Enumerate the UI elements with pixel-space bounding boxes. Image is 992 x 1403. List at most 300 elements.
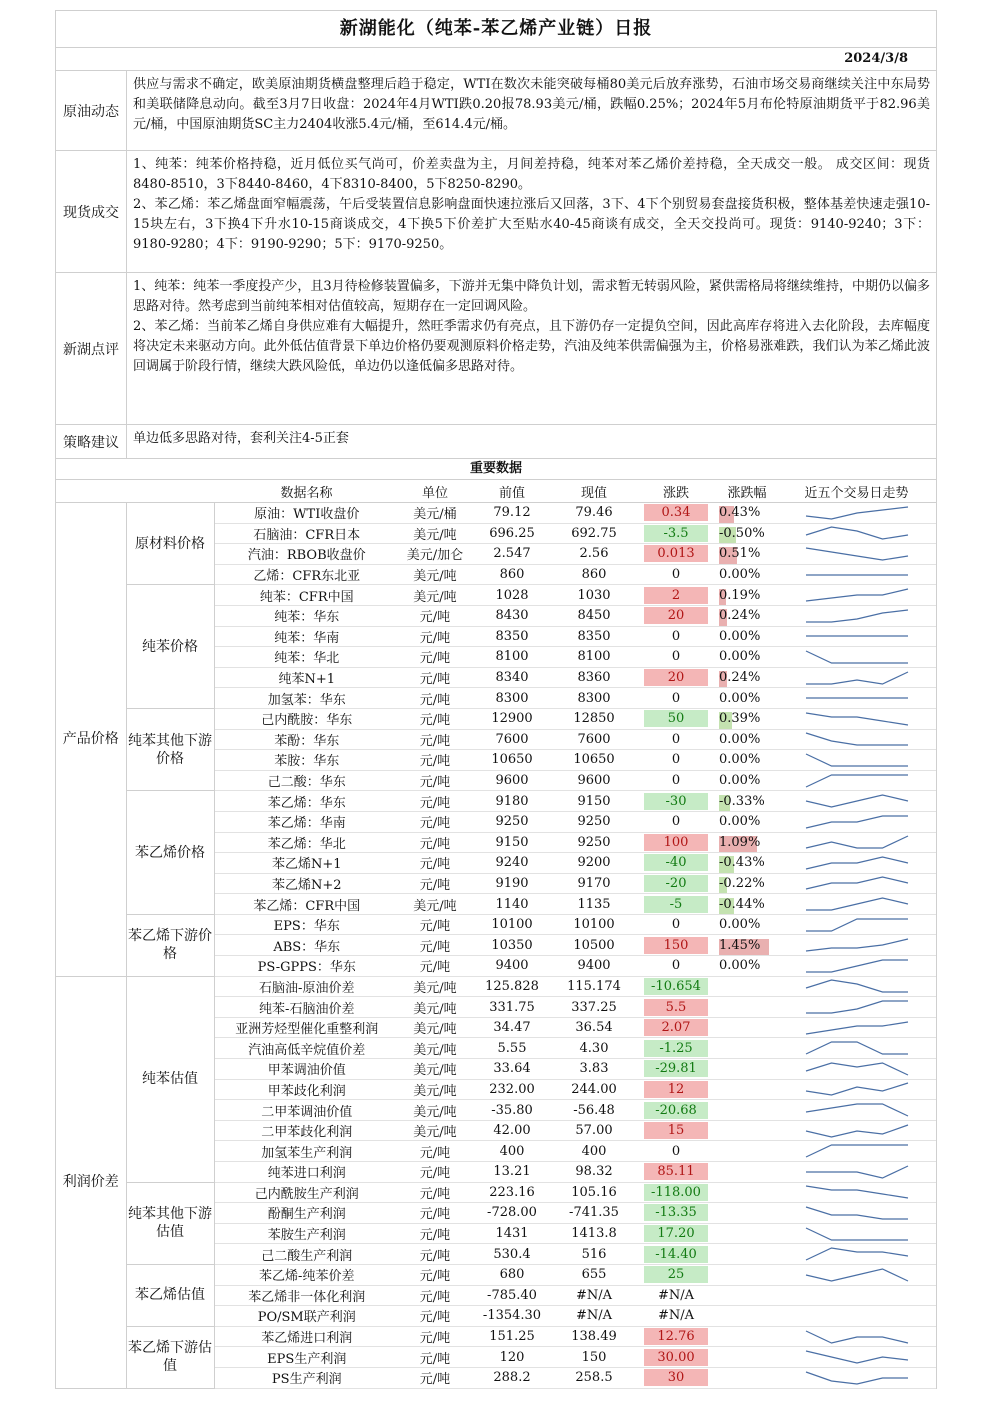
pct-value: 0.00% — [719, 958, 761, 974]
sparkline-chart — [802, 1205, 912, 1221]
pct-value: 0.00% — [719, 917, 761, 933]
table-row — [56, 1264, 936, 1285]
row-name: ABS：华东 — [214, 935, 399, 956]
row-sparkline — [777, 708, 936, 729]
sparkline-chart — [802, 752, 912, 768]
col-header-cur: 现值 — [553, 480, 635, 503]
row-change-pct — [717, 1285, 777, 1306]
row-prev: 5.55 — [471, 1038, 553, 1059]
sparkline-line — [806, 651, 908, 663]
row-unit: 元/吨 — [399, 1326, 471, 1347]
row-unit: 元/吨 — [399, 935, 471, 956]
change-value: 0 — [671, 814, 681, 830]
row-unit: 元/吨 — [399, 1367, 471, 1388]
row-unit: 元/吨 — [399, 1264, 471, 1285]
row-change-pct — [717, 1100, 777, 1121]
table-header-row — [56, 480, 936, 503]
sparkline-line — [806, 1001, 908, 1013]
row-change — [635, 894, 717, 915]
sparkline-chart — [802, 649, 912, 665]
row-name: 苯乙烯N+1 — [214, 853, 399, 874]
row-name: 纯苯进口利润 — [214, 1162, 399, 1183]
row-unit: 元/吨 — [399, 729, 471, 750]
row-change-pct — [717, 997, 777, 1018]
sparkline-chart — [802, 1020, 912, 1036]
row-prev: 13.21 — [471, 1162, 553, 1183]
row-sparkline — [777, 811, 936, 832]
row-unit: 美元/吨 — [399, 564, 471, 585]
sparkline-line — [806, 713, 908, 725]
row-change-pct — [717, 626, 777, 647]
row-sparkline — [777, 750, 936, 771]
row-sparkline — [777, 605, 936, 626]
change-value: 12 — [644, 1081, 708, 1098]
row-cur: 10100 — [553, 914, 635, 935]
row-cur: -56.48 — [553, 1100, 635, 1121]
row-change — [635, 1141, 717, 1162]
row-cur: 105.16 — [553, 1182, 635, 1203]
change-value: -30 — [644, 793, 708, 810]
sparkline-chart — [802, 628, 912, 644]
row-change — [635, 914, 717, 935]
pct-value: 0.00% — [719, 690, 761, 706]
sparkline-chart — [802, 608, 912, 624]
sparkline-chart — [802, 917, 912, 933]
row-sparkline — [777, 729, 936, 750]
sparkline-line — [806, 1186, 908, 1198]
row-unit: 元/吨 — [399, 688, 471, 709]
row-change-pct — [717, 832, 777, 853]
row-prev: 10350 — [471, 935, 553, 956]
row-prev: 8340 — [471, 667, 553, 688]
row-change — [635, 1059, 717, 1080]
sparkline-line — [806, 589, 908, 601]
row-change-pct — [717, 935, 777, 956]
row-change-pct — [717, 688, 777, 709]
row-sparkline — [777, 544, 936, 565]
row-change — [635, 873, 717, 894]
sparkline-line — [806, 1145, 908, 1157]
pct-value: 0.24% — [719, 608, 761, 624]
change-value: 25 — [644, 1266, 708, 1283]
row-change-pct — [717, 1079, 777, 1100]
row-cur: 10650 — [553, 750, 635, 771]
row-change — [635, 1079, 717, 1100]
row-prev: 331.75 — [471, 997, 553, 1018]
pct-value: 0.51% — [719, 546, 761, 562]
table-row — [56, 976, 936, 997]
row-name: EPS生产利润 — [214, 1347, 399, 1368]
row-sparkline — [777, 1306, 936, 1327]
row-change-pct — [717, 1326, 777, 1347]
row-sparkline — [777, 914, 936, 935]
sparkline-line — [806, 1372, 908, 1384]
data-table-heading: 重要数据 — [56, 459, 936, 480]
sparkline-line — [806, 1331, 908, 1343]
change-value: 150 — [644, 937, 708, 954]
row-cur: 1030 — [553, 585, 635, 606]
subgroup-label: 纯苯其他下游估值 — [126, 1182, 214, 1264]
row-cur: 9150 — [553, 791, 635, 812]
row-sparkline — [777, 1285, 936, 1306]
row-prev: -785.40 — [471, 1285, 553, 1306]
row-name: 己内酰胺：华东 — [214, 708, 399, 729]
change-value: 5.5 — [644, 999, 708, 1016]
row-name: PO/SM联产利润 — [214, 1306, 399, 1327]
row-name: 苯乙烯N+2 — [214, 873, 399, 894]
sparkline-chart — [802, 505, 912, 521]
table-row — [56, 1182, 936, 1203]
data-table — [56, 480, 936, 1389]
row-prev: 125.828 — [471, 976, 553, 997]
row-change-pct — [717, 564, 777, 585]
section-paragraph: 1、纯苯：纯苯价格持稳，近月低位买气尚可，价差卖盘为主，月间差持稳，纯苯对苯乙烯价差持稳，全天成交一般。 成交区间：现货8480-8510，3下8440-8460，4下8310-8400，5下8250-8290。 — [133, 157, 930, 192]
row-prev: 8430 — [471, 605, 553, 626]
row-sparkline — [777, 1326, 936, 1347]
sparkline-line — [806, 795, 908, 807]
row-change — [635, 811, 717, 832]
row-sparkline — [777, 997, 936, 1018]
row-change — [635, 564, 717, 585]
row-change-pct — [717, 750, 777, 771]
section-1 — [56, 151, 936, 273]
row-change-pct — [717, 1162, 777, 1183]
row-name: 纯苯N+1 — [214, 667, 399, 688]
change-value: 17.20 — [644, 1225, 708, 1242]
row-unit: 元/吨 — [399, 956, 471, 977]
subgroup-label: 苯乙烯价格 — [126, 791, 214, 915]
change-value: -5 — [644, 896, 708, 913]
row-unit: 元/吨 — [399, 1244, 471, 1265]
sparkline-chart — [802, 958, 912, 974]
row-name: 汽油高低辛烷值价差 — [214, 1038, 399, 1059]
row-name: 苯乙烯：华北 — [214, 832, 399, 853]
row-prev: 9600 — [471, 770, 553, 791]
row-change-pct — [717, 1264, 777, 1285]
row-unit: 元/吨 — [399, 626, 471, 647]
sparkline-chart — [802, 875, 912, 891]
pct-value: 0.39% — [719, 711, 761, 727]
row-change-pct — [717, 1223, 777, 1244]
row-unit: 元/吨 — [399, 853, 471, 874]
table-row — [56, 708, 936, 729]
change-value: 0.013 — [644, 545, 708, 562]
row-change — [635, 544, 717, 565]
row-change — [635, 647, 717, 668]
row-cur: 10500 — [553, 935, 635, 956]
row-cur: 1135 — [553, 894, 635, 915]
row-prev: 288.2 — [471, 1367, 553, 1388]
change-value: -13.35 — [644, 1204, 708, 1221]
row-change-pct — [717, 585, 777, 606]
row-cur: #N/A — [553, 1285, 635, 1306]
row-change — [635, 1326, 717, 1347]
sparkline-chart — [802, 1370, 912, 1386]
row-change — [635, 1285, 717, 1306]
sparkline-chart — [802, 978, 912, 994]
change-value: -40 — [644, 854, 708, 871]
row-change — [635, 1017, 717, 1038]
change-value: 30 — [644, 1369, 708, 1386]
change-value: 20 — [644, 669, 708, 686]
row-change-pct — [717, 873, 777, 894]
row-change — [635, 688, 717, 709]
sparkline-chart — [802, 711, 912, 727]
col-header-name: 数据名称 — [214, 480, 399, 503]
subgroup-label: 苯乙烯估值 — [126, 1264, 214, 1326]
row-change-pct — [717, 1367, 777, 1388]
sparkline-chart — [802, 546, 912, 562]
row-prev: -728.00 — [471, 1203, 553, 1224]
row-name: 苯胺生产利润 — [214, 1223, 399, 1244]
sparkline-chart — [802, 1226, 912, 1242]
row-change-pct — [717, 976, 777, 997]
change-value: 0 — [671, 731, 681, 747]
row-change-pct — [717, 1203, 777, 1224]
row-cur: 2.56 — [553, 544, 635, 565]
row-prev: -1354.30 — [471, 1306, 553, 1327]
row-name: 二甲苯调油价值 — [214, 1100, 399, 1121]
section-text — [127, 425, 936, 458]
change-value: 0 — [671, 752, 681, 768]
row-sparkline — [777, 1367, 936, 1388]
row-sparkline — [777, 1017, 936, 1038]
sparkline-line — [806, 1104, 908, 1116]
row-change-pct — [717, 1141, 777, 1162]
pct-value: 0.24% — [719, 670, 761, 686]
row-change — [635, 1038, 717, 1059]
col-header-pct: 涨跌幅 — [717, 480, 777, 503]
row-sparkline — [777, 1244, 936, 1265]
row-prev: 223.16 — [471, 1182, 553, 1203]
sparkline-chart — [802, 1143, 912, 1159]
row-name: 苯酚：华东 — [214, 729, 399, 750]
row-change — [635, 503, 717, 524]
row-change-pct — [717, 770, 777, 791]
row-prev: 151.25 — [471, 1326, 553, 1347]
row-sparkline — [777, 647, 936, 668]
row-prev: 9180 — [471, 791, 553, 812]
row-name: 苯乙烯-纯苯价差 — [214, 1264, 399, 1285]
row-change-pct — [717, 1120, 777, 1141]
row-unit: 美元/吨 — [399, 1059, 471, 1080]
row-change — [635, 1306, 717, 1327]
change-value: -3.5 — [644, 525, 708, 542]
sparkline-chart — [802, 525, 912, 541]
pct-value: -0.50% — [719, 525, 765, 541]
row-unit: 美元/桶 — [399, 503, 471, 524]
section-label: 原油动态 — [56, 71, 127, 150]
change-value: -14.40 — [644, 1246, 708, 1263]
row-cur: 337.25 — [553, 997, 635, 1018]
row-unit: 元/吨 — [399, 647, 471, 668]
row-sparkline — [777, 626, 936, 647]
row-cur: 400 — [553, 1141, 635, 1162]
row-change — [635, 956, 717, 977]
row-unit: 美元/吨 — [399, 1017, 471, 1038]
sparkline-line — [806, 610, 908, 622]
row-change — [635, 997, 717, 1018]
change-value: 30.00 — [644, 1349, 708, 1366]
row-cur: 860 — [553, 564, 635, 585]
row-change-pct — [717, 894, 777, 915]
subgroup-label: 苯乙烯下游估值 — [126, 1326, 214, 1388]
row-prev: 1140 — [471, 894, 553, 915]
pct-value: 0.00% — [719, 628, 761, 644]
row-change — [635, 853, 717, 874]
sparkline-line — [806, 548, 908, 560]
row-unit: 元/吨 — [399, 770, 471, 791]
group-label: 产品价格 — [56, 503, 126, 977]
commentary-sections — [56, 71, 936, 459]
sparkline-chart — [802, 834, 912, 850]
sparkline-chart — [802, 1102, 912, 1118]
row-change-pct — [717, 791, 777, 812]
row-cur: 8360 — [553, 667, 635, 688]
sparkline-chart — [802, 567, 912, 583]
row-sparkline — [777, 1120, 936, 1141]
sparkline-line — [806, 877, 908, 889]
subgroup-label: 纯苯估值 — [126, 976, 214, 1182]
sparkline-line — [806, 1207, 908, 1219]
change-value: -20.68 — [644, 1102, 708, 1119]
change-value: 50 — [644, 710, 708, 727]
row-prev: 9150 — [471, 832, 553, 853]
row-cur: 79.46 — [553, 503, 635, 524]
sparkline-chart — [802, 1329, 912, 1345]
table-row — [56, 791, 936, 812]
pct-value: 0.00% — [719, 731, 761, 747]
pct-value: -0.44% — [719, 896, 765, 912]
row-name: 苯胺：华东 — [214, 750, 399, 771]
row-prev: 232.00 — [471, 1079, 553, 1100]
row-change-pct — [717, 1017, 777, 1038]
row-cur: 4.30 — [553, 1038, 635, 1059]
change-value: 15 — [644, 1122, 708, 1139]
row-unit: 美元/吨 — [399, 1038, 471, 1059]
row-prev: 120 — [471, 1347, 553, 1368]
sparkline-chart — [802, 1164, 912, 1180]
pct-value: 0.00% — [719, 814, 761, 830]
change-value: 0 — [671, 649, 681, 665]
row-sparkline — [777, 956, 936, 977]
row-unit: 元/吨 — [399, 1203, 471, 1224]
row-sparkline — [777, 894, 936, 915]
pct-value: 1.09% — [719, 834, 761, 850]
row-prev: -35.80 — [471, 1100, 553, 1121]
sparkline-line — [806, 980, 908, 992]
row-name: 原油：WTI收盘价 — [214, 503, 399, 524]
row-change — [635, 1182, 717, 1203]
row-sparkline — [777, 667, 936, 688]
sparkline-chart — [802, 1246, 912, 1262]
sparkline-chart — [802, 793, 912, 809]
row-cur: 8100 — [553, 647, 635, 668]
sparkline-line — [806, 939, 908, 951]
row-change-pct — [717, 1182, 777, 1203]
row-change-pct — [717, 1059, 777, 1080]
row-change — [635, 1223, 717, 1244]
row-change-pct — [717, 811, 777, 832]
section-paragraph: 2、苯乙烯：苯乙烯盘面窄幅震荡，午后受装置信息影响盘面快速拉涨后又回落，3下、4下个别贸易套盘接货积极，整体基差快速走强10-15块左右，3下换4下升水10-15商谈成交，4下换5下价差扩大至贴水40-45商谈有成交，全天交投尚可。现货：9140-9240；3下：9180-9280；4下：9190-9290；5下：9170-9250。 — [133, 197, 930, 252]
row-cur: 3.83 — [553, 1059, 635, 1080]
report-date: 2024/3/8 — [56, 48, 936, 71]
row-sparkline — [777, 770, 936, 791]
report-sheet — [55, 10, 937, 1389]
row-cur: 115.174 — [553, 976, 635, 997]
row-change — [635, 935, 717, 956]
row-sparkline — [777, 564, 936, 585]
col-header-prev: 前值 — [471, 480, 553, 503]
row-sparkline — [777, 1264, 936, 1285]
row-cur: 9200 — [553, 853, 635, 874]
row-cur: 8300 — [553, 688, 635, 709]
row-name: 苯乙烯：华南 — [214, 811, 399, 832]
row-cur: 258.5 — [553, 1367, 635, 1388]
row-sparkline — [777, 1059, 936, 1080]
change-value: -118.00 — [644, 1184, 708, 1201]
pct-value: 0.00% — [719, 567, 761, 583]
row-change-pct — [717, 914, 777, 935]
subgroup-label: 苯乙烯下游价格 — [126, 914, 214, 976]
row-change — [635, 1100, 717, 1121]
row-change — [635, 708, 717, 729]
table-row — [56, 503, 936, 524]
row-prev: 400 — [471, 1141, 553, 1162]
row-prev: 696.25 — [471, 523, 553, 544]
row-cur: 98.32 — [553, 1162, 635, 1183]
row-cur: 138.49 — [553, 1326, 635, 1347]
row-prev: 34.47 — [471, 1017, 553, 1038]
sparkline-line — [806, 754, 908, 766]
sparkline-chart — [802, 1061, 912, 1077]
sparkline-line — [806, 1166, 908, 1178]
row-cur: 516 — [553, 1244, 635, 1265]
row-unit: 美元/吨 — [399, 976, 471, 997]
row-name: 苯乙烯：华东 — [214, 791, 399, 812]
change-value: 0 — [671, 958, 681, 974]
row-change-pct — [717, 647, 777, 668]
row-unit: 美元/加仑 — [399, 544, 471, 565]
row-change — [635, 585, 717, 606]
sparkline-chart — [802, 855, 912, 871]
row-name: 甲苯调油价值 — [214, 1059, 399, 1080]
row-cur: 57.00 — [553, 1120, 635, 1141]
row-prev: 1431 — [471, 1223, 553, 1244]
change-value: -1.25 — [644, 1040, 708, 1057]
row-sparkline — [777, 1182, 936, 1203]
row-unit: 元/吨 — [399, 873, 471, 894]
row-cur: 8450 — [553, 605, 635, 626]
sparkline-line — [806, 1042, 908, 1054]
change-value: 0 — [671, 1143, 681, 1159]
pct-value: -0.43% — [719, 855, 765, 871]
row-prev: 10650 — [471, 750, 553, 771]
row-sparkline — [777, 585, 936, 606]
sparkline-line — [806, 960, 908, 972]
row-change-pct — [717, 667, 777, 688]
row-prev: 79.12 — [471, 503, 553, 524]
sparkline-chart — [802, 937, 912, 953]
sparkline-chart — [802, 1184, 912, 1200]
row-change-pct — [717, 544, 777, 565]
row-name: 苯乙烯进口利润 — [214, 1326, 399, 1347]
row-name: 汽油：RBOB收盘价 — [214, 544, 399, 565]
section-3 — [56, 425, 936, 459]
change-value: 0 — [671, 690, 681, 706]
row-name: 亚洲芳烃型催化重整利润 — [214, 1017, 399, 1038]
row-unit: 元/吨 — [399, 1285, 471, 1306]
